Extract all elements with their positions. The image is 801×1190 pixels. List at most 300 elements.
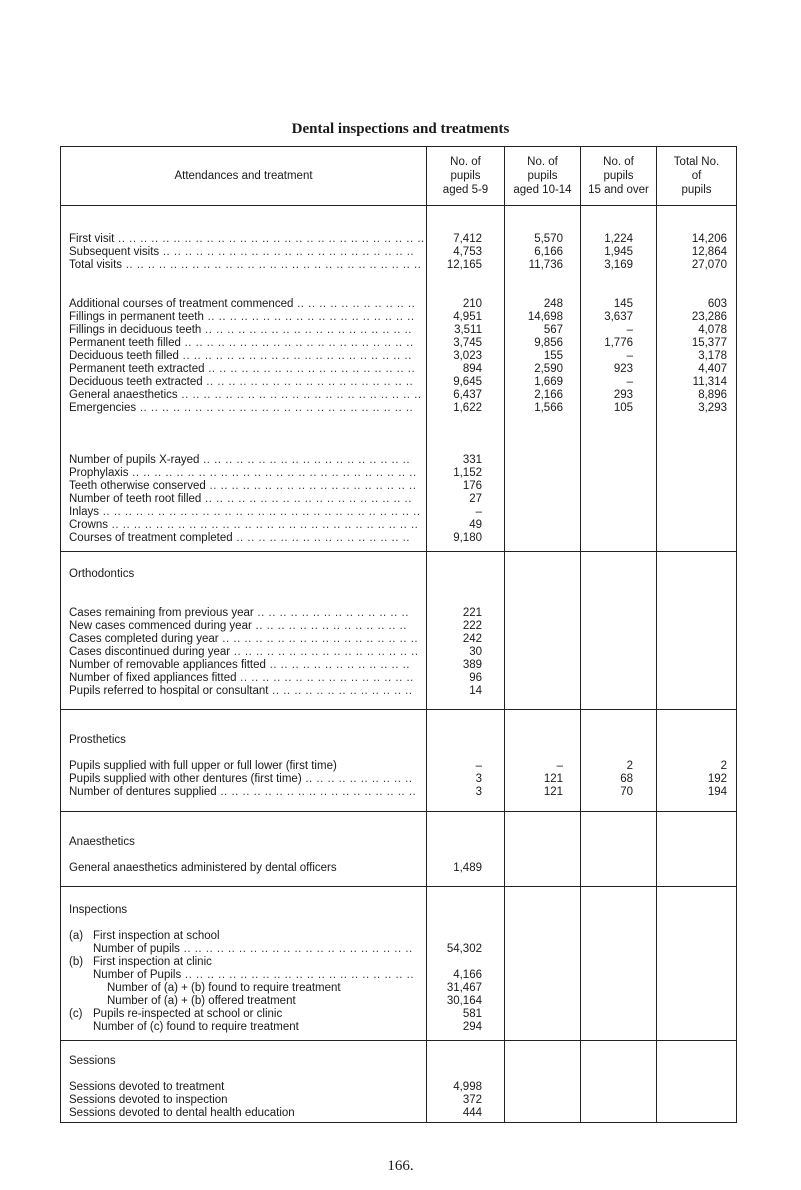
cell-value	[657, 519, 727, 532]
leader-dots: .. .. .. .. .. .. .. .. .. .. .. .. .. .. .. .. .. .. ..	[204, 363, 416, 375]
spacer	[427, 1055, 482, 1068]
cell-value	[657, 956, 727, 969]
spacer	[505, 734, 563, 747]
row-label	[69, 760, 426, 773]
cell-value: 4,753	[453, 246, 482, 258]
section-row	[61, 887, 737, 1041]
cell-value	[581, 646, 633, 659]
cell-value	[657, 685, 727, 698]
label-text: Number of (a) + (b) offered treatment	[107, 995, 296, 1007]
spacer	[427, 272, 482, 285]
cell-value	[581, 1008, 633, 1021]
label-text: Pupils supplied with full upper or full lower (first time)	[69, 760, 337, 772]
cell-value: 9,180	[453, 532, 482, 544]
spacer	[505, 441, 563, 454]
value-cell	[657, 552, 737, 710]
row-label	[69, 480, 426, 493]
value-cell	[427, 1041, 505, 1123]
cell-value: 581	[462, 1008, 482, 1020]
cell-value: 2	[626, 760, 633, 772]
leader-dots: .. .. .. .. .. .. .. .. .. .. .. .. .. .. .. ..	[232, 532, 411, 544]
row-label	[69, 259, 426, 272]
label-text: Cases remaining from previous year	[69, 607, 254, 619]
cell-value	[505, 506, 563, 519]
label-text: Deciduous teeth extracted	[69, 376, 203, 388]
value-cell	[581, 552, 657, 710]
row-label	[69, 786, 426, 799]
cell-value: 2,166	[534, 389, 563, 401]
cell-value: 567	[543, 324, 563, 336]
cell-value	[505, 607, 563, 620]
label-text: New cases commenced during year	[69, 620, 252, 632]
cell-value	[581, 982, 633, 995]
cell-value	[581, 480, 633, 493]
row-label	[69, 672, 426, 685]
leader-dots: .. .. .. .. .. .. .. .. .. .. .. .. .. .. .. .. .. .. ..	[201, 324, 412, 336]
spacer	[657, 415, 727, 428]
cell-value	[505, 969, 563, 982]
row-label	[69, 773, 426, 786]
leader-dots: .. .. .. .. .. .. .. .. .. .. .. .. .. .. .. .. .. .. .. .. .. ..	[177, 389, 422, 401]
header-line: No. of	[450, 156, 481, 168]
cell-value	[657, 633, 727, 646]
section-row	[61, 710, 737, 812]
leader-dots: .. .. .. .. .. .. .. .. .. .. .. .. .. .. .. .. ..	[230, 646, 419, 658]
spacer	[69, 849, 426, 862]
cell-value	[581, 519, 633, 532]
value-cell	[581, 887, 657, 1041]
cell-value	[505, 467, 563, 480]
spacer	[69, 428, 426, 441]
cell-value: 30	[469, 646, 482, 658]
value-cell	[581, 206, 657, 552]
cell-value: 1,669	[534, 376, 563, 388]
spacer	[657, 734, 727, 747]
cell-value: 121	[543, 786, 563, 798]
label-text: Permanent teeth filled	[69, 337, 181, 349]
row-label	[69, 233, 426, 246]
label-text: Number of pupils X-rayed	[69, 454, 200, 466]
leader-dots: .. .. .. .. .. .. .. .. .. .. ..	[293, 298, 416, 310]
leader-dots: .. .. .. .. .. .. .. .. .. .. .. .. .. .. .. .. .. .. .. .. .. .. .. .. .. .. ..	[122, 259, 422, 271]
value-cell	[657, 812, 737, 887]
cell-value: 3,745	[453, 337, 482, 349]
cell-value: 1,622	[453, 402, 482, 414]
label-text: Pupils referred to hospital or consultant	[69, 685, 269, 697]
cell-value	[581, 659, 633, 672]
leader-dots: .. .. .. .. .. .. .. .. .. .. .. .. .. .. .. ..	[236, 672, 414, 684]
row-label	[69, 311, 426, 324]
section-heading: Sessions	[69, 1055, 116, 1067]
spacer	[581, 904, 633, 917]
header-line: pupils	[603, 170, 634, 182]
item-tag: (a)	[69, 930, 84, 942]
leader-dots: .. .. .. .. .. .. .. .. .. .. .. .. .. .. .. .. .. .. .. .. .. .. .. .. ..	[136, 402, 414, 414]
row-label	[69, 519, 426, 532]
cell-value: 372	[462, 1094, 482, 1106]
spacer	[581, 581, 633, 594]
label-cell	[61, 552, 427, 710]
cell-value: 121	[543, 773, 563, 785]
cell-value	[505, 1107, 563, 1120]
cell-value: 176	[462, 480, 482, 492]
leader-dots: .. .. .. .. .. .. .. .. .. .. .. .. .. .. .. .. .. .. ..	[202, 376, 414, 388]
label-text: Inlays	[69, 506, 100, 518]
section-row	[61, 1041, 737, 1123]
value-cell	[657, 887, 737, 1041]
row-label	[69, 633, 426, 646]
header-line: of	[691, 170, 702, 182]
value-cell	[581, 710, 657, 812]
cell-value: 331	[462, 454, 482, 466]
cell-value: 3,637	[604, 311, 633, 323]
row-label	[69, 969, 426, 982]
spacer	[581, 836, 633, 849]
value-cell	[505, 1041, 581, 1123]
cell-value: 4,951	[453, 311, 482, 323]
header-15-and-over	[581, 147, 657, 206]
cell-value: 9,856	[534, 337, 563, 349]
label-text: Courses of treatment completed	[69, 532, 233, 544]
spacer	[581, 441, 633, 454]
cell-value: 9,645	[453, 376, 482, 388]
cell-value: 1,224	[604, 233, 633, 245]
cell-value: –	[626, 324, 633, 336]
spacer	[69, 1068, 426, 1081]
cell-value	[505, 930, 563, 943]
cell-value	[505, 480, 563, 493]
label-text: First inspection at clinic	[93, 956, 212, 968]
cell-value	[581, 1094, 633, 1107]
value-cell	[657, 1041, 737, 1123]
cell-value: 27,070	[691, 259, 727, 271]
label-text: Number of (c) found to require treatment	[93, 1021, 299, 1033]
label-text: Sessions devoted to treatment	[69, 1081, 225, 1093]
cell-value: 30,164	[446, 995, 482, 1007]
label-cell	[61, 206, 427, 552]
spacer	[69, 581, 426, 594]
cell-value	[657, 1107, 727, 1120]
row-label	[69, 389, 426, 402]
spacer	[505, 272, 563, 285]
cell-value: 70	[620, 786, 633, 798]
cell-value: 6,166	[534, 246, 563, 258]
cell-value	[657, 506, 727, 519]
spacer	[657, 428, 727, 441]
spacer	[581, 1068, 633, 1081]
row-label	[69, 956, 426, 969]
label-text: Fillings in permanent teeth	[69, 311, 204, 323]
spacer	[427, 747, 482, 760]
cell-value: 49	[469, 519, 482, 531]
spacer	[581, 428, 633, 441]
spacer	[69, 441, 426, 454]
cell-value	[505, 646, 563, 659]
cell-value: 3	[475, 773, 482, 785]
cell-value	[581, 685, 633, 698]
table-body	[61, 206, 737, 1123]
spacer	[581, 917, 633, 930]
leader-dots: .. .. .. .. .. .. .. .. .. .. .. .. .. .. .. .. .. .. .. .. .. .. .. .. .. .. .. .. ..	[99, 506, 421, 518]
cell-value: 3,023	[453, 350, 482, 362]
label-text: Additional courses of treatment commenced	[69, 298, 294, 310]
leader-dots: .. .. .. .. .. .. .. .. .. .. .. .. .. .. .. .. .. .. .. .. .. .. .. .. .. ..	[128, 467, 417, 479]
cell-value	[581, 862, 633, 875]
label-text: Emergencies	[69, 402, 137, 414]
spacer	[657, 747, 727, 760]
cell-value	[427, 956, 482, 969]
spacer	[657, 441, 727, 454]
cell-value: 210	[462, 298, 482, 310]
header-line: pupils	[527, 170, 558, 182]
cell-value	[581, 956, 633, 969]
spacer	[581, 415, 633, 428]
label-text: General anaesthetics	[69, 389, 178, 401]
leader-dots: .. .. .. .. .. .. .. .. .. .. .. .. .. .. .. .. .. .. .. .. .. .. .. .. .. .. .. ..	[114, 233, 425, 245]
spacer	[427, 568, 482, 581]
cell-value	[657, 620, 727, 633]
cell-value: 222	[462, 620, 482, 632]
cell-value	[581, 1107, 633, 1120]
spacer	[657, 272, 727, 285]
cell-value	[505, 1094, 563, 1107]
spacer	[69, 272, 426, 285]
spacer	[505, 415, 563, 428]
spacer	[581, 568, 633, 581]
cell-value	[657, 862, 727, 875]
cell-value: 192	[707, 773, 727, 785]
label-cell	[61, 710, 427, 812]
spacer	[581, 734, 633, 747]
cell-value	[657, 969, 727, 982]
cell-value: 194	[707, 786, 727, 798]
cell-value	[581, 506, 633, 519]
leader-dots: .. .. .. .. .. .. .. .. .. .. .. .. .. .. .. .. .. .. ..	[199, 454, 411, 466]
label-cell	[61, 812, 427, 887]
leader-dots: .. .. .. .. .. .. .. .. .. ..	[301, 773, 413, 785]
cell-value: 23,286	[691, 311, 727, 323]
spacer	[505, 904, 563, 917]
section-row	[61, 812, 737, 887]
cell-value: 15,377	[691, 337, 727, 349]
cell-value	[581, 633, 633, 646]
label-text: Deciduous teeth filled	[69, 350, 179, 362]
cell-value: 4,407	[698, 363, 727, 375]
value-cell	[427, 812, 505, 887]
value-cell	[427, 552, 505, 710]
section-row	[61, 552, 737, 710]
dental-table	[60, 146, 737, 1123]
cell-value: –	[556, 760, 563, 772]
cell-value	[505, 1021, 563, 1034]
cell-value: 5,570	[534, 233, 563, 245]
cell-value	[581, 454, 633, 467]
cell-value	[505, 862, 563, 875]
spacer	[427, 581, 482, 594]
cell-value: 242	[462, 633, 482, 645]
leader-dots: .. .. .. .. .. .. .. .. .. .. .. .. .. .. .. .. .. .. .. .. ..	[181, 969, 415, 981]
cell-value: –	[475, 760, 482, 772]
section-row	[61, 206, 737, 552]
cell-value	[657, 672, 727, 685]
header-line: No. of	[603, 156, 634, 168]
value-cell	[505, 710, 581, 812]
cell-value	[505, 672, 563, 685]
cell-value	[505, 633, 563, 646]
header-line: pupils	[681, 184, 712, 196]
label-text: Prophylaxis	[69, 467, 129, 479]
cell-value: 2,590	[534, 363, 563, 375]
spacer	[505, 1055, 563, 1068]
label-text: Permanent teeth extracted	[69, 363, 205, 375]
cell-value: 12,864	[691, 246, 727, 258]
spacer	[657, 1055, 727, 1068]
cell-value: 603	[707, 298, 727, 310]
item-tag: (c)	[69, 1008, 83, 1020]
cell-value: 54,302	[446, 943, 482, 955]
cell-value: 31,467	[446, 982, 482, 994]
cell-value	[505, 493, 563, 506]
cell-value	[657, 467, 727, 480]
spacer	[69, 594, 426, 607]
header-line: 15 and over	[588, 184, 649, 196]
cell-value: 923	[613, 363, 633, 375]
cell-value: 444	[462, 1107, 482, 1119]
cell-value	[657, 646, 727, 659]
cell-value	[581, 1081, 633, 1094]
spacer	[581, 594, 633, 607]
row-label	[69, 454, 426, 467]
section-heading: Orthodontics	[69, 568, 135, 580]
leader-dots: .. .. .. .. .. .. .. .. .. .. .. .. .. .. .. .. .. .. .. .. .. .. .. .. .. .. .. ..	[107, 519, 419, 531]
leader-dots: .. .. .. .. .. .. .. .. .. .. .. .. .. .. .. .. .. .. ..	[203, 311, 415, 323]
cell-value: 6,437	[453, 389, 482, 401]
header-line: aged 5-9	[442, 184, 489, 196]
spacer	[505, 581, 563, 594]
leader-dots: .. .. .. .. .. .. .. .. .. .. .. .. .. .. .. .. .. .. .. .. ..	[179, 943, 413, 955]
label-text: Number of fixed appliances fitted	[69, 672, 237, 684]
spacer	[69, 917, 426, 930]
leader-dots: .. .. .. .. .. .. .. .. .. .. .. .. ..	[265, 659, 410, 671]
row-label	[69, 402, 426, 415]
cell-value	[581, 672, 633, 685]
label-text: Number of pupils	[93, 943, 180, 955]
cell-value: 1,945	[604, 246, 633, 258]
row-label	[69, 943, 426, 956]
leader-dots: .. .. .. .. .. .. .. .. .. .. .. .. .. .. .. .. .. .. ..	[205, 480, 417, 492]
spacer	[505, 594, 563, 607]
header-line: pupils	[450, 170, 481, 182]
label-text: Teeth otherwise conserved	[69, 480, 206, 492]
spacer	[657, 917, 727, 930]
spacer	[427, 836, 482, 849]
cell-value	[657, 454, 727, 467]
cell-value	[657, 1008, 727, 1021]
label-text: Number of dentures supplied	[69, 786, 217, 798]
cell-value: 8,896	[698, 389, 727, 401]
cell-value	[657, 1081, 727, 1094]
cell-value	[657, 930, 727, 943]
cell-value: 894	[462, 363, 482, 375]
cell-value	[657, 493, 727, 506]
row-label	[69, 646, 426, 659]
cell-value	[581, 532, 633, 545]
cell-value: 68	[620, 773, 633, 785]
header-row	[61, 147, 737, 206]
spacer	[657, 285, 727, 298]
label-text: Cases discontinued during year	[69, 646, 231, 658]
cell-value	[505, 685, 563, 698]
row-label	[69, 862, 426, 875]
spacer	[427, 441, 482, 454]
cell-value	[657, 982, 727, 995]
cell-value	[581, 620, 633, 633]
page-title: Dental inspections and treatments	[291, 121, 510, 137]
leader-dots: .. .. .. .. .. .. .. .. .. .. .. .. .. .. .. .. .. .. .. .. .. .. ..	[159, 246, 415, 258]
page-number: 166.	[387, 1158, 414, 1174]
cell-value: 14,698	[527, 311, 563, 323]
header-line: Total No.	[673, 156, 720, 168]
cell-value	[581, 930, 633, 943]
cell-value	[505, 454, 563, 467]
cell-value	[657, 659, 727, 672]
row-label	[69, 350, 426, 363]
cell-value: 1,489	[453, 862, 482, 874]
label-text: Fillings in deciduous teeth	[69, 324, 202, 336]
row-label	[69, 506, 426, 519]
cell-value: 155	[543, 350, 563, 362]
label-text: Crowns	[69, 519, 108, 531]
cell-value: 293	[613, 389, 633, 401]
spacer	[581, 747, 633, 760]
spacer	[657, 1068, 727, 1081]
value-cell	[505, 812, 581, 887]
row-label	[69, 298, 426, 311]
spacer	[505, 917, 563, 930]
row-label	[69, 363, 426, 376]
label-text: Cases completed during year	[69, 633, 219, 645]
leader-dots: .. .. .. .. .. .. .. .. .. .. .. .. .. .. .. .. .. .. .. .. ..	[178, 350, 412, 362]
label-text: Pupils supplied with other dentures (first time)	[69, 773, 302, 785]
cell-value: 12,165	[446, 259, 482, 271]
cell-value: 14	[469, 685, 482, 697]
spacer	[505, 428, 563, 441]
cell-value	[657, 943, 727, 956]
label-text: Sessions devoted to dental health education	[69, 1107, 295, 1119]
spacer	[657, 849, 727, 862]
value-cell	[427, 206, 505, 552]
cell-value: –	[626, 376, 633, 388]
label-text: General anaesthetics administered by dental officers	[69, 862, 337, 874]
header-total	[657, 147, 737, 206]
cell-value: 221	[462, 607, 482, 619]
cell-value	[427, 930, 482, 943]
row-label	[69, 982, 426, 995]
cell-value	[581, 493, 633, 506]
cell-value	[657, 1094, 727, 1107]
spacer	[427, 428, 482, 441]
label-cell	[61, 887, 427, 1041]
cell-value: –	[475, 506, 482, 518]
row-label	[69, 493, 426, 506]
spacer	[505, 747, 563, 760]
spacer	[427, 1068, 482, 1081]
leader-dots: .. .. .. .. .. .. .. .. .. .. .. .. ..	[268, 685, 413, 697]
spacer	[427, 917, 482, 930]
cell-value: 1,152	[453, 467, 482, 479]
value-cell	[505, 552, 581, 710]
row-label	[69, 685, 426, 698]
